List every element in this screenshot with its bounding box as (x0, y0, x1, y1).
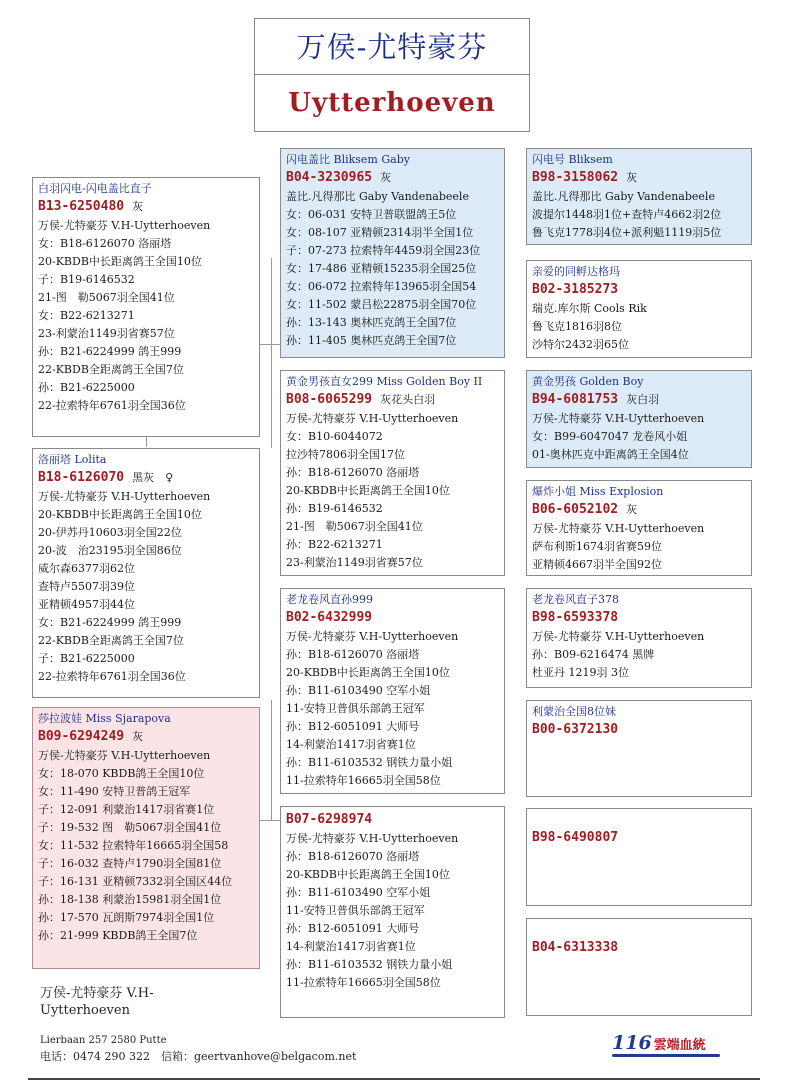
note-line: 22-拉索特年6761羽全国36位 (38, 399, 186, 412)
ring-number: B98-6490807 (532, 830, 619, 845)
note-line: 子：12-091 利蒙治1417羽省赛1位 (38, 803, 215, 816)
pigeon-card-ggd-3 (526, 700, 752, 797)
note-line: 孙：18-138 利蒙治15981羽全国1位 (38, 893, 222, 906)
note-line: 孙：B11-6103532 钢铁力量小姐 (286, 958, 453, 971)
pigeon-notes (38, 217, 254, 415)
note-line: 23-利蒙治1149羽省赛57位 (38, 327, 175, 340)
ring-number: B04-6313338 (532, 940, 619, 955)
note-line: 亚精顿4957羽44位 (38, 598, 135, 611)
title-english: Uytterhoeven (288, 88, 496, 118)
note-line: 子：07-273 拉索特年4459羽全国23位 (286, 244, 481, 257)
note-line: 万侯-尤特豪芬 V.H-Uytterhoeven (286, 630, 459, 643)
pigeon-card-grandsire-1 (280, 148, 505, 358)
ring-number: B06-6052102 灰 (532, 502, 638, 517)
pigeon-name: 亲爱的同孵达格玛 (532, 265, 620, 278)
pigeon-notes (286, 410, 499, 572)
ring-number: B18-6126070 黑灰 ♀ (38, 470, 174, 485)
note-line: 拉沙特7806羽全国17位 (286, 448, 405, 461)
pigeon-card-ggd-1 (526, 260, 752, 358)
note-line: 鲁飞克1778羽4位+派利魁1119羽5位 (532, 226, 722, 239)
note-line: 20-波 治23195羽全国86位 (38, 544, 182, 557)
logo-number: 116 (612, 1032, 652, 1054)
pigeon-name (532, 812, 746, 828)
pigeon-card-ggd-2 (526, 480, 752, 576)
note-line: 孙：B18-6126070 洛丽塔 (286, 850, 420, 863)
pigeon-name: 洛丽塔 Lolita (38, 453, 107, 466)
pigeon-card-ggd-4 (526, 918, 752, 1016)
note-line: 孙：B21-6224999 鸽王999 (38, 345, 182, 358)
note-line: 万侯-尤特豪芬 V.H-Uytterhoeven (38, 219, 211, 232)
note-line: 孙：B11-6103532 钢铁力量小姐 (286, 756, 453, 769)
pedigree-title (254, 18, 530, 132)
brand-logo (612, 1032, 724, 1058)
note-line: 女：B21-6224999 鸽王999 (38, 616, 182, 629)
note-line: 23-利蒙治1149羽省赛57位 (286, 556, 423, 569)
note-line: 子：B19-6146532 (38, 273, 135, 286)
note-line: 万侯-尤特豪芬 V.H-Uytterhoeven (38, 490, 211, 503)
pigeon-card-grandsire-2 (280, 588, 505, 794)
note-line: 查特卢5507羽39位 (38, 580, 135, 593)
breeder-contact: 电话：0474 290 322 信箱：geertvanhove@belgacom.net (40, 1050, 357, 1063)
ring-number: B00-6372130 (532, 722, 619, 737)
ring-number: B04-3230965 灰 (286, 170, 392, 185)
note-line: 女：08-107 亚精顿2314羽半全国1位 (286, 226, 474, 239)
pigeon-name: 闪电号 Bliksem (532, 153, 613, 166)
connector (271, 258, 272, 448)
pigeon-card-sire (32, 177, 260, 437)
note-line: 威尔森6377羽62位 (38, 562, 135, 575)
note-line: 女：06-072 拉索特年13965羽全国54 (286, 280, 477, 293)
note-line: 万侯-尤特豪芬 V.H-Uytterhoeven (532, 630, 705, 643)
note-line: 孙：B11-6103490 空军小姐 (286, 886, 431, 899)
connector (260, 820, 280, 821)
logo-swoosh-icon (612, 1054, 720, 1057)
note-line: 万侯-尤特豪芬 V.H-Uytterhoeven (286, 412, 459, 425)
plumage-color: 黑灰 ♀ (132, 471, 174, 484)
note-line: 20-KBDB中长距离鸽王全国10位 (38, 508, 202, 521)
note-line: 20-伊苏丹10603羽全国22位 (38, 526, 182, 539)
note-line: 女：17-486 亚精顿15235羽全国25位 (286, 262, 477, 275)
pigeon-notes (532, 628, 746, 682)
note-line: 22-拉索特年6761羽全国36位 (38, 670, 186, 683)
ring-number: B02-6432999 (286, 610, 373, 625)
plumage-color: 灰 (380, 171, 392, 184)
note-line: 女：11-502 蒙吕松22875羽全国70位 (286, 298, 477, 311)
note-line: 子：16-131 亚精顿7332羽全国区44位 (38, 875, 233, 888)
ring-number: B08-6065299 灰花头白羽 (286, 392, 436, 407)
plumage-color: 灰花头白羽 (380, 393, 436, 406)
note-line: 11-拉索特年16665羽全国58位 (286, 774, 441, 787)
note-line: 孙：21-999 KBDB鸽王全国7位 (38, 929, 198, 942)
pigeon-notes (286, 830, 499, 992)
note-line: 11-拉索特年16665羽全国58位 (286, 976, 441, 989)
note-line: 20-KBDB中长距离鸽王全国10位 (286, 666, 450, 679)
pigeon-name: 闪电盖比 Bliksem Gaby (286, 153, 410, 166)
pigeon-notes (38, 488, 254, 686)
note-line: 孙：13-143 奥林匹克鸽王全国7位 (286, 316, 457, 329)
note-line: 女：B10-6044072 (286, 430, 383, 443)
pigeon-notes (38, 747, 254, 945)
note-line: 万侯-尤特豪芬 V.H-Uytterhoeven (38, 749, 211, 762)
note-line: 万侯-尤特豪芬 V.H-Uytterhoeven (532, 522, 705, 535)
ring-number: B07-6298974 (286, 812, 373, 827)
pigeon-name: 老龙卷风直子378 (532, 593, 619, 606)
note-line: 盖比.凡得那比 Gaby Vandenabeele (532, 190, 715, 203)
note-line: 孙：B18-6126070 洛丽塔 (286, 648, 420, 661)
note-line: 22-KBDB全距离鸽王全国7位 (38, 634, 184, 647)
note-line: 20-KBDB中长距离鸽王全国10位 (286, 868, 450, 881)
note-line: 孙：B09-6216474 黑牌 (532, 648, 655, 661)
note-line: 女：B99-6047047 龙卷风小姐 (532, 430, 688, 443)
ring-number: B13-6250480 灰 (38, 199, 144, 214)
pigeon-card-granddam-1 (280, 370, 505, 576)
pigeon-card-ggs-2 (526, 370, 752, 468)
plumage-color: 灰 (132, 730, 144, 743)
pigeon-name: 老龙卷风直孙999 (286, 593, 373, 606)
note-line: 孙：B18-6126070 洛丽塔 (286, 466, 420, 479)
note-line: 孙：B11-6103490 空军小姐 (286, 684, 431, 697)
note-line: 万侯-尤特豪芬 V.H-Uytterhoeven (532, 412, 705, 425)
note-line: 14-利蒙治1417羽省赛1位 (286, 940, 416, 953)
note-line: 亚精顿4667羽半全国92位 (532, 558, 662, 571)
plumage-color: 灰白羽 (626, 393, 660, 406)
pigeon-card-ggs-3 (526, 588, 752, 688)
connector (271, 700, 272, 820)
note-line: 女：B18-6126070 洛丽塔 (38, 237, 172, 250)
note-line: 杜亚丹 1219羽 3位 (532, 666, 629, 679)
pigeon-name: 莎拉波娃 Miss Sjarapova (38, 712, 171, 725)
breeder-name: 万侯-尤特豪芬 V.H-Uytterhoeven (40, 986, 154, 1018)
ring-number: B98-6593378 (532, 610, 619, 625)
pigeon-notes (532, 188, 746, 242)
note-line: 女：11-532 拉索特年16665羽全国58 (38, 839, 229, 852)
note-line: 波提尔1448羽1位+查特卢4662羽2位 (532, 208, 722, 221)
breeder-address: Lierbaan 257 2580 Putte (40, 1035, 167, 1046)
note-line: 14-利蒙治1417羽省赛1位 (286, 738, 416, 751)
note-line: 孙：17-570 瓦朗斯7974羽全国1位 (38, 911, 215, 924)
ring-number: B94-6081753 灰白羽 (532, 392, 660, 407)
note-line: 萨布利斯1674羽省赛59位 (532, 540, 662, 553)
note-line: 孙：B12-6051091 大师号 (286, 922, 420, 935)
note-line: 子：16-032 查特卢1790羽全国81位 (38, 857, 222, 870)
pigeon-name (532, 922, 746, 938)
connector (146, 437, 147, 447)
note-line: 11-安特卫普俱乐部鸽王冠军 (286, 702, 425, 715)
pigeon-name: 白羽闪电-闪电盖比直子 (38, 182, 152, 195)
note-line: 沙特尔2432羽65位 (532, 338, 629, 351)
note-line: 子：19-532 图 勒5067羽全国41位 (38, 821, 222, 834)
note-line: 孙：B21-6225000 (38, 381, 135, 394)
plumage-color: 灰 (626, 503, 638, 516)
ring-number: B98-3158062 灰 (532, 170, 638, 185)
note-line: 11-安特卫普俱乐部鸽王冠军 (286, 904, 425, 917)
pigeon-notes (286, 628, 499, 790)
note-line: 孙：B12-6051091 大师号 (286, 720, 420, 733)
logo-text: 雲端血統 (653, 1038, 706, 1053)
pigeon-card-lolita (32, 448, 260, 698)
pigeon-card-ggs-4 (526, 808, 752, 906)
note-line: 21-图 勒5067羽全国41位 (38, 291, 175, 304)
ring-number: B02-3185273 (532, 282, 619, 297)
note-line: 女：11-490 安特卫普鸽王冠军 (38, 785, 191, 798)
pigeon-notes (286, 188, 499, 350)
pigeon-name: 黄金男孩直女299 Miss Golden Boy II (286, 375, 483, 388)
ring-number: B09-6294249 灰 (38, 729, 144, 744)
connector (260, 344, 280, 345)
pigeon-notes (532, 520, 746, 574)
note-line: 孙：11-405 奥林匹克鸽王全国7位 (286, 334, 457, 347)
note-line: 鲁飞克1816羽8位 (532, 320, 622, 333)
pigeon-card-granddam-2 (280, 806, 505, 1018)
note-line: 22-KBDB全距离鸽王全国7位 (38, 363, 184, 376)
pigeon-notes (532, 410, 746, 464)
note-line: 子：B21-6225000 (38, 652, 135, 665)
note-line: 20-KBDB中长距离鸽王全国10位 (38, 255, 202, 268)
pigeon-name: 利蒙治全国8位妹 (532, 705, 616, 718)
pigeon-card-ggs-1 (526, 148, 752, 245)
bottom-divider (28, 1078, 760, 1080)
note-line: 20-KBDB中长距离鸽王全国10位 (286, 484, 450, 497)
note-line: 孙：B19-6146532 (286, 502, 383, 515)
pigeon-name: 爆炸小姐 Miss Explosion (532, 485, 664, 498)
note-line: 女：06-031 安特卫普联盟鸽王5位 (286, 208, 457, 221)
note-line: 女：18-070 KBDB鸽王全国10位 (38, 767, 205, 780)
plumage-color: 灰 (132, 200, 144, 213)
note-line: 21-图 勒5067羽全国41位 (286, 520, 423, 533)
note-line: 瑞克.库尔斯 Cools Rik (532, 302, 647, 315)
note-line: 女：B22-6213271 (38, 309, 135, 322)
note-line: 万侯-尤特豪芬 V.H-Uytterhoeven (286, 832, 459, 845)
plumage-color: 灰 (626, 171, 638, 184)
title-chinese: 万侯-尤特豪芬 (255, 19, 529, 75)
note-line: 盖比.凡得那比 Gaby Vandenabeele (286, 190, 469, 203)
note-line: 01-奥林匹克中距离鸽王全国4位 (532, 448, 689, 461)
note-line: 孙：B22-6213271 (286, 538, 383, 551)
pigeon-card-dam (32, 707, 260, 969)
pigeon-notes (532, 300, 746, 354)
pigeon-name: 黄金男孩 Golden Boy (532, 375, 644, 388)
